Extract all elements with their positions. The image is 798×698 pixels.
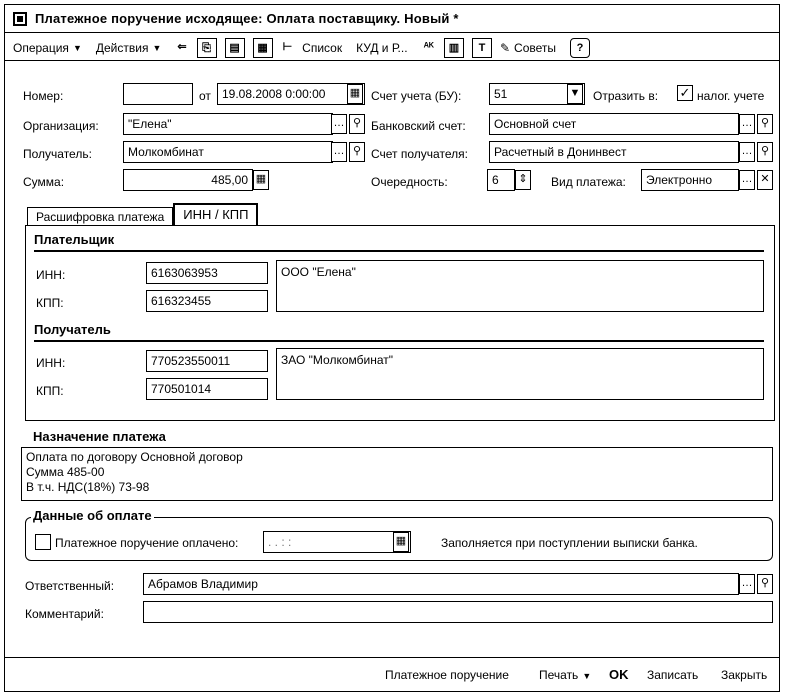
post-document-icon[interactable]: ▤ xyxy=(225,38,245,58)
actions-menu[interactable] xyxy=(96,41,162,55)
payer-inn-label: ИНН: xyxy=(36,268,66,282)
purpose-line: Сумма 485-00 xyxy=(26,465,105,479)
payer-divider xyxy=(34,250,764,252)
recipient-input[interactable]: Молкомбинат xyxy=(123,141,333,163)
recipient-account-input[interactable]: Расчетный в Донинвест xyxy=(489,141,739,163)
payment-type-label: Вид платежа: xyxy=(551,175,626,189)
sum-label: Сумма: xyxy=(23,175,65,189)
ok-button[interactable]: OK xyxy=(609,667,629,682)
payer-kpp-input[interactable]: 616323455 xyxy=(146,290,268,312)
structure-icon[interactable]: ⊢ xyxy=(282,40,293,53)
stepper-icon[interactable]: ⇕ xyxy=(515,170,531,190)
tips-button[interactable] xyxy=(500,41,556,55)
account-label: Счет учета (БУ): xyxy=(371,89,462,103)
paid-date-input[interactable]: . . : : xyxy=(263,531,411,553)
purpose-title: Назначение платежа xyxy=(33,429,166,444)
document-icon xyxy=(13,12,27,26)
type-icon[interactable]: T xyxy=(472,38,492,58)
select-ellipsis-icon[interactable]: … xyxy=(331,114,347,134)
accounting-entries-icon[interactable]: ᴬᴷ xyxy=(423,40,434,53)
tab-bar xyxy=(27,203,258,225)
search-icon[interactable]: ⚲ xyxy=(349,114,365,134)
search-icon[interactable]: ⚲ xyxy=(349,142,365,162)
paid-hint: Заполняется при поступлении выписки банка. xyxy=(441,536,698,550)
search-icon[interactable]: ⚲ xyxy=(757,574,773,594)
paid-label: Платежное поручение оплачено: xyxy=(55,536,239,550)
purpose-line: В т.ч. НДС(18%) 73-98 xyxy=(26,480,150,494)
payee-kpp-label: КПП: xyxy=(36,384,64,398)
payer-section-title: Плательщик xyxy=(34,232,115,247)
purpose-textarea[interactable] xyxy=(21,447,773,501)
chevron-down-icon: ▼ xyxy=(72,42,82,53)
payee-divider xyxy=(34,340,764,342)
select-ellipsis-icon[interactable]: … xyxy=(739,114,755,134)
chevron-down-icon: ▼ xyxy=(152,42,162,53)
comment-label: Комментарий: xyxy=(25,607,104,621)
document-window xyxy=(4,4,780,692)
paid-checkbox[interactable] xyxy=(35,534,51,550)
inn-kpp-panel xyxy=(25,225,775,421)
print-preview-icon[interactable]: ▦ xyxy=(253,38,273,58)
number-label: Номер: xyxy=(23,89,64,103)
chevron-down-icon: ▼ xyxy=(582,671,592,681)
payee-inn-input[interactable]: 770523550011 xyxy=(146,350,268,372)
priority-input[interactable]: 6 xyxy=(487,169,515,191)
tax-accounting-label: налог. учете xyxy=(697,89,765,103)
document-form xyxy=(5,65,779,691)
toolbar xyxy=(5,35,779,61)
print-button-label: Печать xyxy=(539,668,579,682)
close-button[interactable]: Закрыть xyxy=(721,668,768,682)
print-form-button[interactable]: Платежное поручение xyxy=(385,668,509,682)
tab-payment-breakdown[interactable]: Расшифровка платежа xyxy=(27,207,173,225)
select-ellipsis-icon[interactable]: … xyxy=(331,142,347,162)
tips-icon: ✎ xyxy=(499,40,511,55)
save-button[interactable]: Записать xyxy=(647,668,699,682)
purpose-line: Оплата по договору Основной договор xyxy=(26,450,243,464)
select-ellipsis-icon[interactable]: … xyxy=(739,170,755,190)
payer-inn-input[interactable]: 6163063953 xyxy=(146,262,268,284)
payee-inn-label: ИНН: xyxy=(36,356,66,370)
kud-button[interactable]: КУД и Р... xyxy=(356,40,408,55)
previous-icon[interactable]: ⇐ xyxy=(177,40,187,53)
print-button[interactable] xyxy=(539,668,591,682)
comment-input[interactable] xyxy=(143,601,773,623)
date-value: 19.08.2008 0:00:00 xyxy=(222,87,326,101)
calendar-icon[interactable]: ▦ xyxy=(347,84,363,104)
list-button[interactable]: Список xyxy=(302,40,343,55)
copy-icon[interactable]: ⎘ xyxy=(197,38,217,58)
search-icon[interactable]: ⚲ xyxy=(757,142,773,162)
payment-type-input[interactable]: Электронно xyxy=(641,169,739,191)
actions-menu-label: Действия xyxy=(95,40,149,55)
sum-input[interactable]: 485,00 xyxy=(123,169,253,191)
number-input[interactable] xyxy=(123,83,193,105)
recipient-account-label: Счет получателя: xyxy=(371,147,468,161)
payer-kpp-label: КПП: xyxy=(36,296,64,310)
tax-accounting-checkbox[interactable]: ✓ xyxy=(677,85,693,101)
operation-menu[interactable] xyxy=(13,41,82,55)
reflect-label: Отразить в: xyxy=(593,89,659,103)
calendar-icon[interactable]: ▦ xyxy=(393,532,409,552)
calculator-icon[interactable]: ▦ xyxy=(253,170,269,190)
tips-label: Советы xyxy=(514,40,557,55)
recipient-label: Получатель: xyxy=(23,147,92,161)
help-icon[interactable]: ? xyxy=(570,38,590,58)
organization-label: Организация: xyxy=(23,119,99,133)
payee-name-field[interactable]: ЗАО "Молкомбинат" xyxy=(276,348,764,400)
tab-inn-kpp[interactable]: ИНН / КПП xyxy=(173,203,258,225)
window-title: Платежное поручение исходящее: Оплата поставщику. Новый * xyxy=(35,11,459,26)
bank-account-input[interactable]: Основной счет xyxy=(489,113,739,135)
responsible-label: Ответственный: xyxy=(25,579,115,593)
payee-kpp-input[interactable]: 770501014 xyxy=(146,378,268,400)
operation-menu-label: Операция xyxy=(13,40,69,55)
clear-icon[interactable]: ✕ xyxy=(757,170,773,190)
responsible-input[interactable]: Абрамов Владимир xyxy=(143,573,739,595)
account-value: 51 xyxy=(494,87,508,101)
priority-label: Очередность: xyxy=(371,175,448,189)
organization-input[interactable]: "Елена" xyxy=(123,113,333,135)
select-ellipsis-icon[interactable]: … xyxy=(739,574,755,594)
from-label: от xyxy=(199,89,211,103)
title-bar xyxy=(5,5,779,33)
payee-section-title: Получатель xyxy=(34,322,111,337)
select-ellipsis-icon[interactable]: … xyxy=(739,142,755,162)
date-input[interactable] xyxy=(217,83,365,105)
report-icon[interactable]: ▥ xyxy=(444,38,464,58)
payer-name-field[interactable]: ООО "Елена" xyxy=(276,260,764,312)
bank-account-label: Банковский счет: xyxy=(371,119,466,133)
search-icon[interactable]: ⚲ xyxy=(757,114,773,134)
chevron-down-icon[interactable]: ▼ xyxy=(567,84,583,104)
payment-info-title: Данные об оплате xyxy=(33,508,152,523)
footer-bar xyxy=(5,657,779,691)
